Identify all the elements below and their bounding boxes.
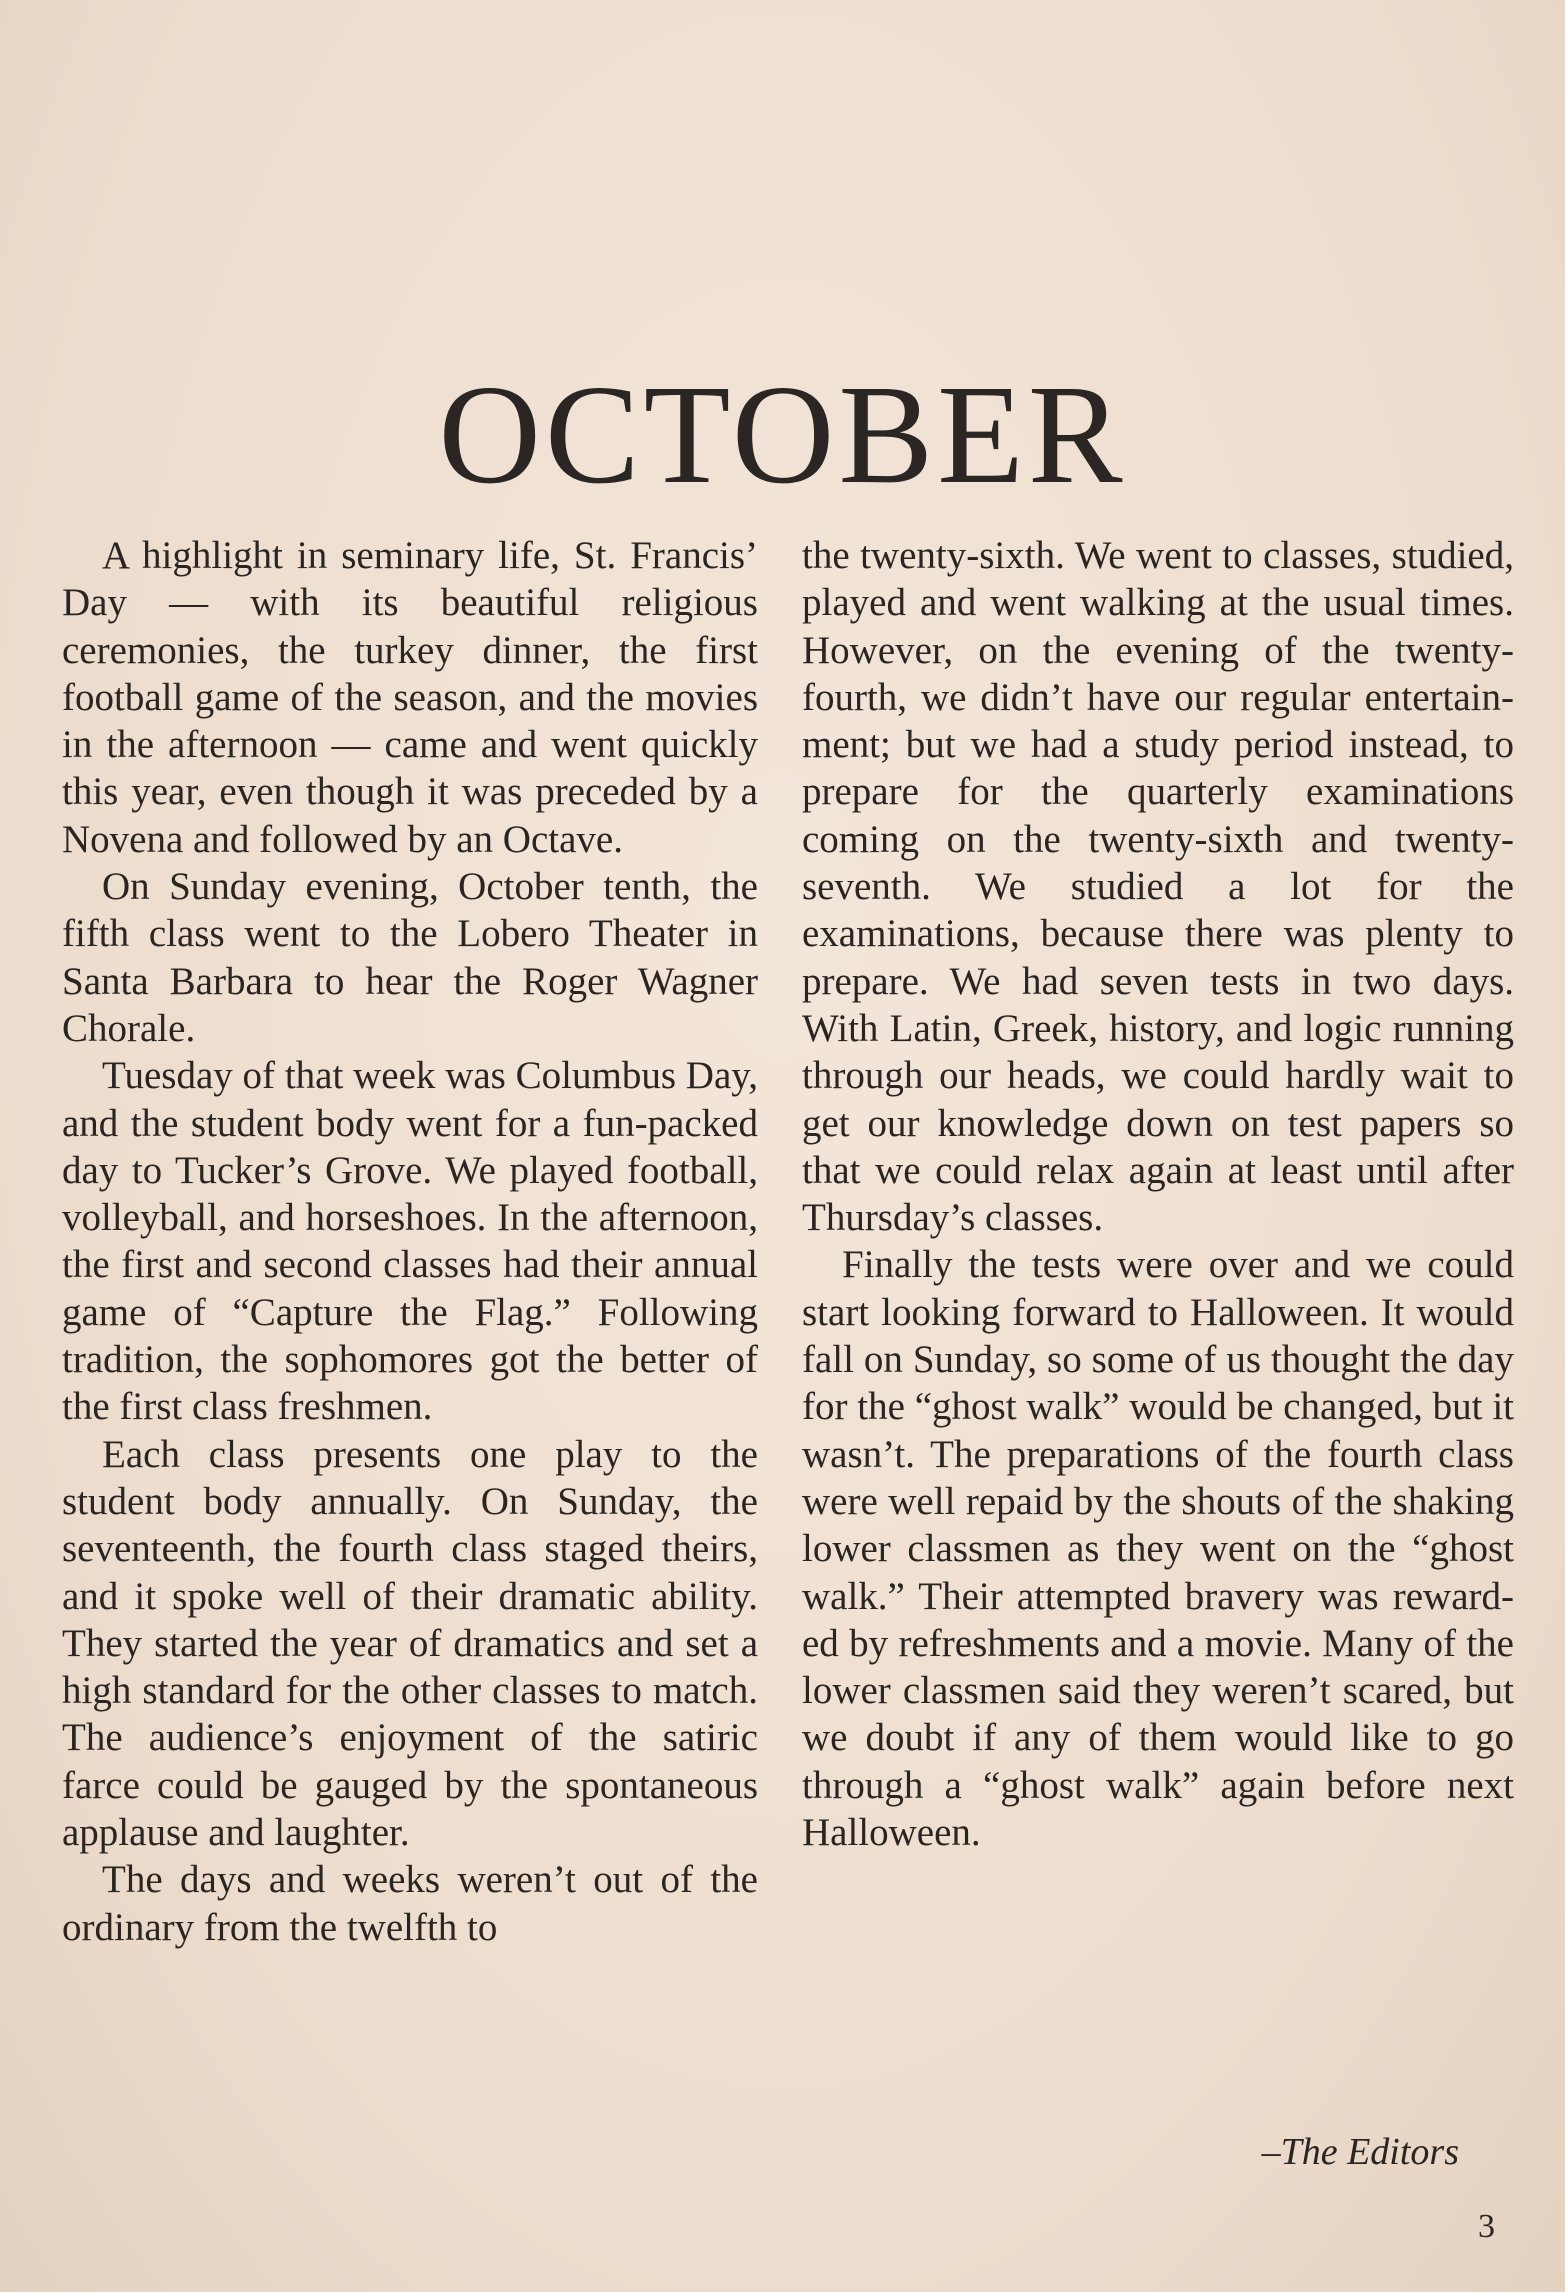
paragraph: the twenty-sixth. We went to classes, studied, played and went walking at the usual times. However, on the evening of the twenty-fourth, we didn’t have our regular entertainment; but we had a study period instead, to prepare for the quarterly examinations coming on the twenty-sixth and twenty-seventh. We studied a lot for the examinations, because there was plenty to prepare. We had seven tests in two days. With Latin, Greek, history, and logic running through our heads, we could hardly wait to get our knowledge down on test papers so that we could relax again at least until after Thursday’s classes.: [802, 534, 1514, 1240]
paragraph: Finally the tests were over and we could start looking forward to Halloween. It would fall on Sunday, so some of us thought the day for the “ghost walk” would be changed, but it wasn’t. The preparations of the fourth class were well repaid by the shouts of the shaking lower classmen as they went on the “ghost walk.” Their attempted bravery was rewarded by refreshments and a movie. Many of the lower classmen said they weren’t scared, but we doubt if any of them would like to go through a “ghost walk” again before next Halloween.: [802, 1243, 1514, 1855]
paragraph: Tuesday of that week was Columbus Day, and the student body went for a fun-packed day to Tucker’s Grove. We played football, volleyball, and horseshoes. In the afternoon, the first and second classes had their annual game of “Capture the Flag.” Following tradition, the sophomores got the better of the first class freshmen.: [62, 1054, 758, 1429]
signature: –The Editors: [1261, 2131, 1459, 2173]
paragraph: A highlight in seminary life, St. Francis’ Day — with its beautiful religious ceremonies, the turkey dinner, the first football game of the season, and the movies in the afternoon — came and went quickly this year, even though it was preceded by a Novena and followed by an Octave.: [62, 534, 758, 861]
paragraph: Each class presents one play to the student body annually. On Sunday, the seventeenth, the fourth class staged theirs, and it spoke well of their dramatic ability. They started the year of dramatics and set a high standard for the other classes to match. The audience’s enjoyment of the satiric farce could be gauged by the spontaneous applause and laughter.: [62, 1432, 758, 1855]
page-number: 3: [1478, 2208, 1495, 2245]
right-column: [802, 532, 1514, 1856]
paragraph: The days and weeks weren’t out of the ordinary from the twelfth to: [62, 1858, 758, 1949]
left-column: [62, 532, 758, 1951]
paragraph: On Sunday evening, October tenth, the fifth class went to the Lobero Theater in Santa Barbara to hear the Roger Wagner Chorale.: [62, 865, 758, 1050]
page-title: OCTOBER: [438, 355, 1127, 514]
